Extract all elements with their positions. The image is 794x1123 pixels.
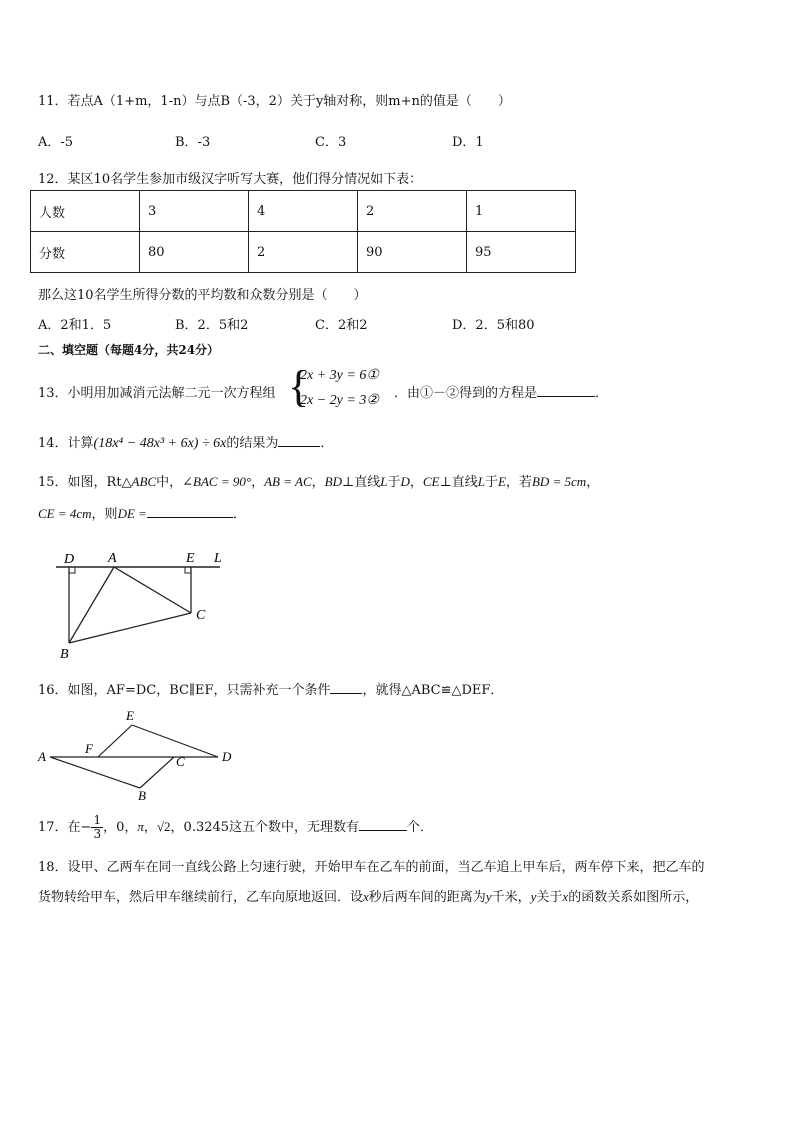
q15-figure <box>48 545 238 665</box>
q15-text: ， <box>409 475 423 490</box>
table-cell: 4 <box>249 191 358 232</box>
q15-math: CE = 4cm <box>38 506 92 521</box>
q18-text: 的函数关系如图所示， <box>568 890 699 905</box>
q17-prefix: 17．在 <box>38 820 81 835</box>
q17-text: ， <box>143 820 157 835</box>
label-a: A <box>38 749 46 764</box>
label-d: D <box>222 749 232 764</box>
q17-text: ，0， <box>103 820 138 835</box>
q14-line <box>38 432 333 452</box>
segment-ac <box>114 567 191 613</box>
q18-text: 秒后两车间的距离为 <box>368 890 486 905</box>
q14-suffix: 的结果为 <box>226 436 279 451</box>
q18-math: y <box>530 889 537 904</box>
q12-option-b: B．2．5和2 <box>175 318 249 333</box>
q15-text: ，则 <box>91 507 118 522</box>
q15-answer-blank[interactable] <box>147 505 233 518</box>
q17-line <box>38 813 433 842</box>
label-f: F <box>85 741 93 756</box>
q13-end: ． <box>595 386 609 401</box>
q17-text: ，0.3245这五个数中，无理数有 <box>170 820 360 835</box>
q14-end: ． <box>320 436 334 451</box>
q11-option-b: B．-3 <box>175 135 211 150</box>
q15-text: ， <box>586 475 600 490</box>
table-cell: 3 <box>140 191 249 232</box>
segment-bc <box>69 613 191 643</box>
q15-line-1 <box>38 471 599 490</box>
q18-text: 货物转给甲车，然后甲车继续前行，乙车向原地返回．设 <box>38 890 364 905</box>
label-c: C <box>196 608 206 623</box>
label-b: B <box>138 788 146 803</box>
q17-minus: − <box>80 820 92 835</box>
q15-math: DE = <box>117 506 147 521</box>
q15-text: ，若 <box>505 475 532 490</box>
fraction <box>91 814 103 841</box>
q15-math: AB = AC <box>264 474 312 489</box>
q16-line <box>38 679 503 698</box>
q15-text: ． <box>232 507 246 522</box>
table-row <box>31 191 576 232</box>
q15-math: ∠BAC = 90° <box>182 474 252 489</box>
q14-prefix: 14．计算 <box>38 436 94 451</box>
table-cell: 95 <box>467 232 576 273</box>
table-row <box>31 232 576 273</box>
q11-stem: 11．若点A（1+m，1-n）与点B（-3，2）关于y轴对称，则m+n的值是（ ） <box>38 94 511 109</box>
q12-stem: 12．某区10名学生参加市级汉字听写大赛，他们得分情况如下表： <box>38 172 423 187</box>
q18-math: x <box>363 889 369 904</box>
fraction-denominator: 3 <box>93 827 102 841</box>
q16-stem: 16．如图，AF=DC，BC∥EF，只需补充一个条件 <box>38 683 331 698</box>
q16-figure <box>36 705 246 805</box>
q12-option-d: D．2．5和80 <box>452 318 535 333</box>
q15-text: 15．如图，Rt <box>38 475 122 490</box>
q11-option-a: A．-5 <box>38 135 74 150</box>
q15-math: CE <box>422 474 440 489</box>
label-l: L <box>214 551 222 566</box>
q15-text: ⊥直线 <box>439 475 478 490</box>
fraction-numerator: 1 <box>93 813 102 827</box>
score-table <box>30 190 576 273</box>
label-c: C <box>176 754 185 769</box>
q12-question: 那么这10名学生所得分数的平均数和众数分别是（ ） <box>38 288 367 303</box>
q13-suffix: ．由①－②得到的方程是 <box>394 386 538 401</box>
q16-answer-blank[interactable] <box>330 681 362 694</box>
q11-option-c: C．3 <box>315 135 347 150</box>
q12-option-a: A．2和1．5 <box>38 318 112 333</box>
q11-option-d: D．1 <box>452 135 484 150</box>
segment-fe <box>98 725 132 757</box>
q15-text: ， <box>311 475 325 490</box>
label-e: E <box>126 708 134 723</box>
table-cell: 80 <box>140 232 249 273</box>
label-b: B <box>60 647 69 662</box>
q17-answer-blank[interactable] <box>359 818 407 831</box>
q15-text: ， <box>251 475 265 490</box>
table-cell: 分数 <box>31 232 140 273</box>
segment-ed <box>132 725 218 757</box>
q15-text: ⊥直线 <box>341 475 381 490</box>
q15-line-2 <box>38 503 246 522</box>
q15-text: 于 <box>484 475 498 490</box>
table-cell: 1 <box>467 191 576 232</box>
q15-math: D <box>400 474 410 489</box>
section-title: 二、填空题（每题4分，共24分） <box>38 343 220 357</box>
q14-answer-blank[interactable] <box>278 434 320 447</box>
right-angle-d <box>69 567 75 573</box>
table-cell: 人数 <box>31 191 140 232</box>
q16-middle: ，就得△ABC≌△DEF． <box>362 683 504 698</box>
q18-text: 千米， <box>491 890 531 905</box>
q18-math: x <box>562 889 569 904</box>
table-cell: 90 <box>358 232 467 273</box>
q14-expression: (18x⁴ − 48x³ + 6x) ÷ 6x <box>93 436 227 451</box>
q15-math: L <box>477 474 485 489</box>
q17-pi: π <box>137 819 144 834</box>
q12-option-c: C．2和2 <box>315 318 368 333</box>
q15-math: △ABC <box>121 474 157 489</box>
q15-text: 于 <box>387 475 401 490</box>
label-d: D <box>64 552 75 567</box>
table-cell: 2 <box>358 191 467 232</box>
q18-line-2 <box>38 886 698 905</box>
q15-math: BD = 5cm <box>531 474 587 489</box>
segment-ab <box>50 757 140 788</box>
q13-answer-line <box>394 382 608 401</box>
label-e: E <box>186 551 195 566</box>
q17-sqrt: √2 <box>156 819 171 834</box>
q13-answer-blank[interactable] <box>537 384 595 397</box>
q15-math: E <box>497 474 506 489</box>
segment-ab <box>69 567 114 643</box>
label-a: A <box>108 551 117 566</box>
q15-math: BD <box>324 474 342 489</box>
q15-math: L <box>380 474 388 489</box>
q15-text: 中， <box>156 475 183 490</box>
segment-bc <box>140 757 174 788</box>
q18-math: y <box>485 889 492 904</box>
table-cell: 2 <box>249 232 358 273</box>
right-angle-e <box>185 567 191 573</box>
q18-line-1: 18．设甲、乙两车在同一直线公路上匀速行驶，开始甲车在乙车的前面，当乙车追上甲车后，两车停下来，把乙车的 <box>38 860 705 875</box>
q13-equation-1: 2x + 3y = 6① <box>300 368 379 383</box>
q18-text: 关于 <box>536 890 563 905</box>
q17-end: 个． <box>407 820 434 835</box>
q13-prefix: 13．小明用加减消元法解二元一次方程组 <box>38 386 276 401</box>
q13-equation-2: 2x − 2y = 3② <box>300 393 379 408</box>
brace-glyph: { <box>288 362 310 411</box>
